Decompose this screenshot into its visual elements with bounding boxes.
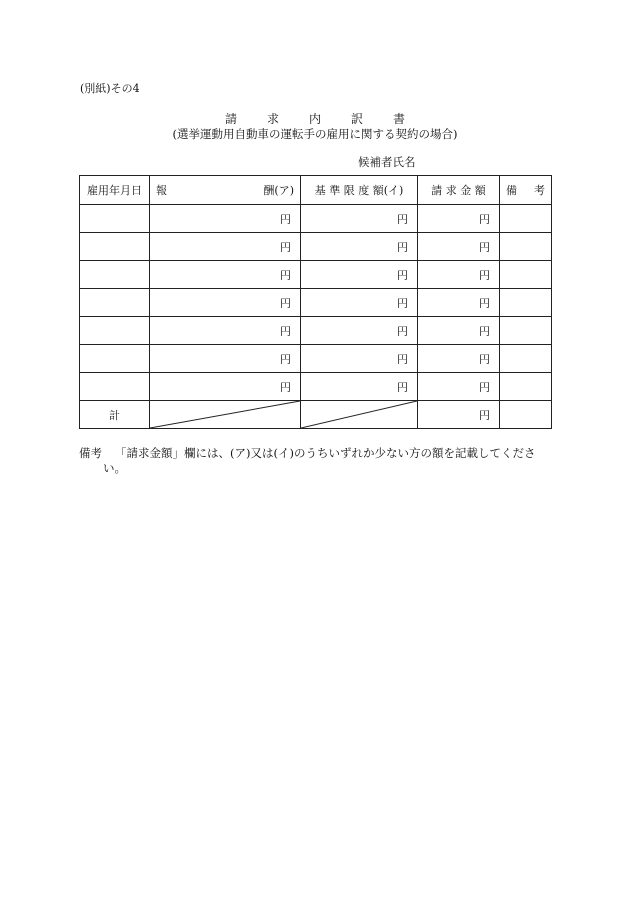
title-char: 請 <box>224 112 237 126</box>
header-date: 雇用年月日 <box>80 176 150 205</box>
claim-total-cell[interactable]: 円 <box>418 401 500 429</box>
limit-cell[interactable]: 円 <box>301 289 418 317</box>
table-row <box>80 345 552 373</box>
date-cell[interactable] <box>80 261 150 289</box>
claim-cell[interactable]: 円 <box>418 317 500 345</box>
limit-cell[interactable]: 円 <box>301 233 418 261</box>
remarks-cell[interactable] <box>500 373 552 401</box>
remarks-cell[interactable] <box>500 317 552 345</box>
date-cell[interactable] <box>80 317 150 345</box>
reward-cell[interactable]: 円 <box>150 233 301 261</box>
reward-cell[interactable]: 円 <box>150 373 301 401</box>
table-row <box>80 261 552 289</box>
remarks-note <box>79 446 535 476</box>
claim-cell[interactable]: 円 <box>418 289 500 317</box>
reward-cell[interactable]: 円 <box>150 261 301 289</box>
reward-cell[interactable]: 円 <box>150 205 301 233</box>
diagonal-line <box>150 401 300 428</box>
candidate-name-label: 候補者氏名 <box>358 155 416 169</box>
claim-cell[interactable]: 円 <box>418 373 500 401</box>
claim-cell[interactable]: 円 <box>418 233 500 261</box>
remarks-cell[interactable] <box>500 233 552 261</box>
table-header-row <box>80 176 552 205</box>
table-row <box>80 205 552 233</box>
date-cell[interactable] <box>80 205 150 233</box>
reward-cell[interactable]: 円 <box>150 317 301 345</box>
document-subtitle: (選挙運動用自動車の運転手の雇用に関する契約の場合) <box>172 127 458 141</box>
table-row <box>80 233 552 261</box>
title-char: 内 <box>308 112 321 126</box>
table-row <box>80 289 552 317</box>
total-label: 計 <box>80 401 150 429</box>
table-total-row <box>80 401 552 429</box>
remarks-total-cell[interactable] <box>500 401 552 429</box>
date-cell[interactable] <box>80 233 150 261</box>
table-row <box>80 373 552 401</box>
title-char: 書 <box>393 112 406 126</box>
remarks-cell[interactable] <box>500 345 552 373</box>
title-char: 求 <box>266 112 279 126</box>
header-claim: 請 求 金 額 <box>418 176 500 205</box>
reward-cell[interactable]: 円 <box>150 289 301 317</box>
remarks-cell[interactable] <box>500 205 552 233</box>
limit-cell[interactable]: 円 <box>301 373 418 401</box>
date-cell[interactable] <box>80 289 150 317</box>
limit-total-crossed-cell <box>301 401 418 429</box>
claim-breakdown-table <box>79 175 552 429</box>
limit-cell[interactable]: 円 <box>301 205 418 233</box>
claim-cell[interactable]: 円 <box>418 345 500 373</box>
claim-cell[interactable]: 円 <box>418 261 500 289</box>
limit-cell[interactable]: 円 <box>301 345 418 373</box>
table-row <box>80 317 552 345</box>
remarks-cell[interactable] <box>500 289 552 317</box>
remarks-cell[interactable] <box>500 261 552 289</box>
header-limit: 基 準 限 度 額(イ) <box>301 176 418 205</box>
reward-total-crossed-cell <box>150 401 301 429</box>
header-reward: 報 酬(ア) <box>150 176 301 205</box>
date-cell[interactable] <box>80 373 150 401</box>
limit-cell[interactable]: 円 <box>301 317 418 345</box>
title-char: 訳 <box>351 112 364 126</box>
date-cell[interactable] <box>80 345 150 373</box>
reward-cell[interactable]: 円 <box>150 345 301 373</box>
document-title <box>0 110 630 127</box>
limit-cell[interactable]: 円 <box>301 261 418 289</box>
diagonal-line <box>301 401 417 428</box>
header-remarks: 備 考 <box>500 176 552 205</box>
annex-label: (別紙)その4 <box>80 82 140 95</box>
note-text-line2: い。 <box>103 461 126 475</box>
note-text-line1: 「請求金額」欄には、(ア)又は(イ)のうちいずれか少ない方の額を記載してくださ <box>115 446 536 460</box>
claim-cell[interactable]: 円 <box>418 205 500 233</box>
note-label: 備考 <box>79 446 102 460</box>
